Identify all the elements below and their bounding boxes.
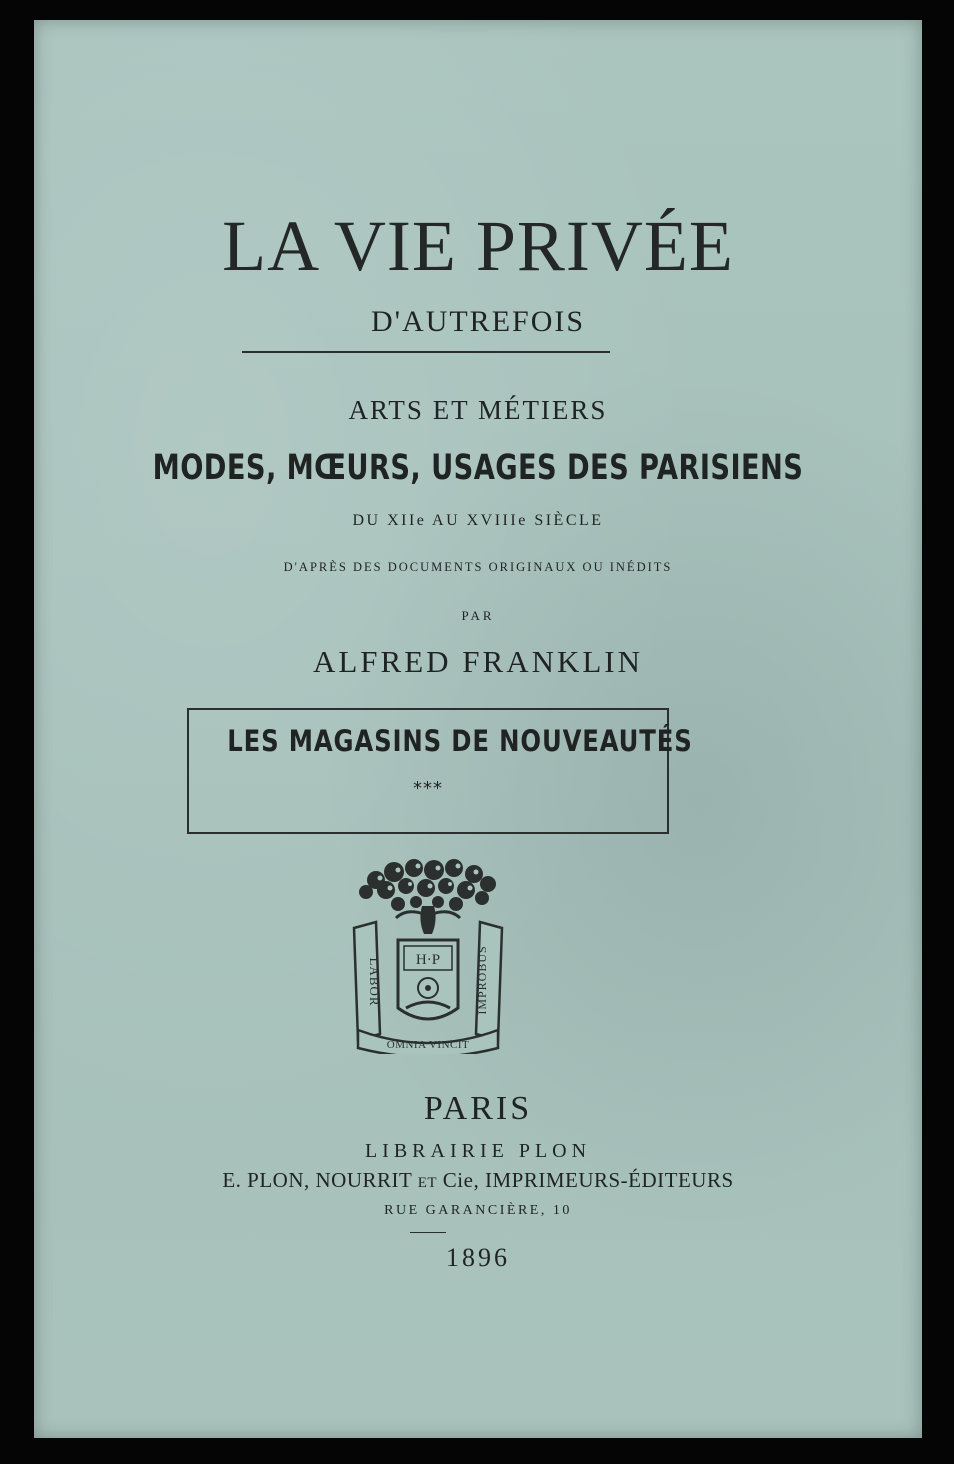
printers-line: [34, 1168, 922, 1193]
printers-cie: Cie: [442, 1168, 474, 1192]
title-divider: [242, 351, 610, 353]
book-title: LA VIE PRIVÉE: [222, 206, 734, 286]
by-line: PAR: [461, 608, 495, 623]
printers-name: E. PLON, NOURRIT: [222, 1168, 412, 1192]
book-subtitle: D'AUTREFOIS: [370, 305, 586, 338]
series-line-2: MODES, MŒURS, USAGES DES PARISIENS: [152, 448, 804, 488]
volume-mark: ***: [413, 778, 443, 799]
publication-year: 1896: [446, 1243, 510, 1272]
emblem-motto-left: LABOR: [367, 957, 382, 1007]
emblem-motto-bottom: OMNIA VINCIT: [386, 1039, 470, 1051]
printers-et: ET: [417, 1175, 438, 1191]
publication-city: PARIS: [423, 1090, 533, 1127]
volume-title: LES MAGASINS DE NOUVEAUTÉS: [227, 724, 693, 758]
period-line: DU XIIe AU XVIIIe SIÈCLE: [352, 512, 604, 529]
publisher-address: RUE GARANCIÈRE, 10: [384, 1203, 572, 1218]
emblem-motto-right: IMPROBUS: [475, 945, 489, 1015]
series-line-1: ARTS ET MÉTIERS: [348, 395, 608, 425]
book-cover: [34, 20, 922, 1438]
publisher-emblem-icon: [346, 858, 510, 1054]
emblem-monogram: H·P: [415, 952, 441, 968]
author-name: ALFRED FRANKLIN: [312, 644, 644, 679]
publisher-name: LIBRAIRIE PLON: [364, 1140, 592, 1162]
printers-role: , IMPRIMEURS-ÉDITEURS: [473, 1168, 734, 1192]
volume-title-box: [187, 708, 693, 834]
sources-line: D'APRÈS DES DOCUMENTS ORIGINAUX OU INÉDITS: [283, 560, 673, 574]
address-divider: [410, 1232, 446, 1233]
